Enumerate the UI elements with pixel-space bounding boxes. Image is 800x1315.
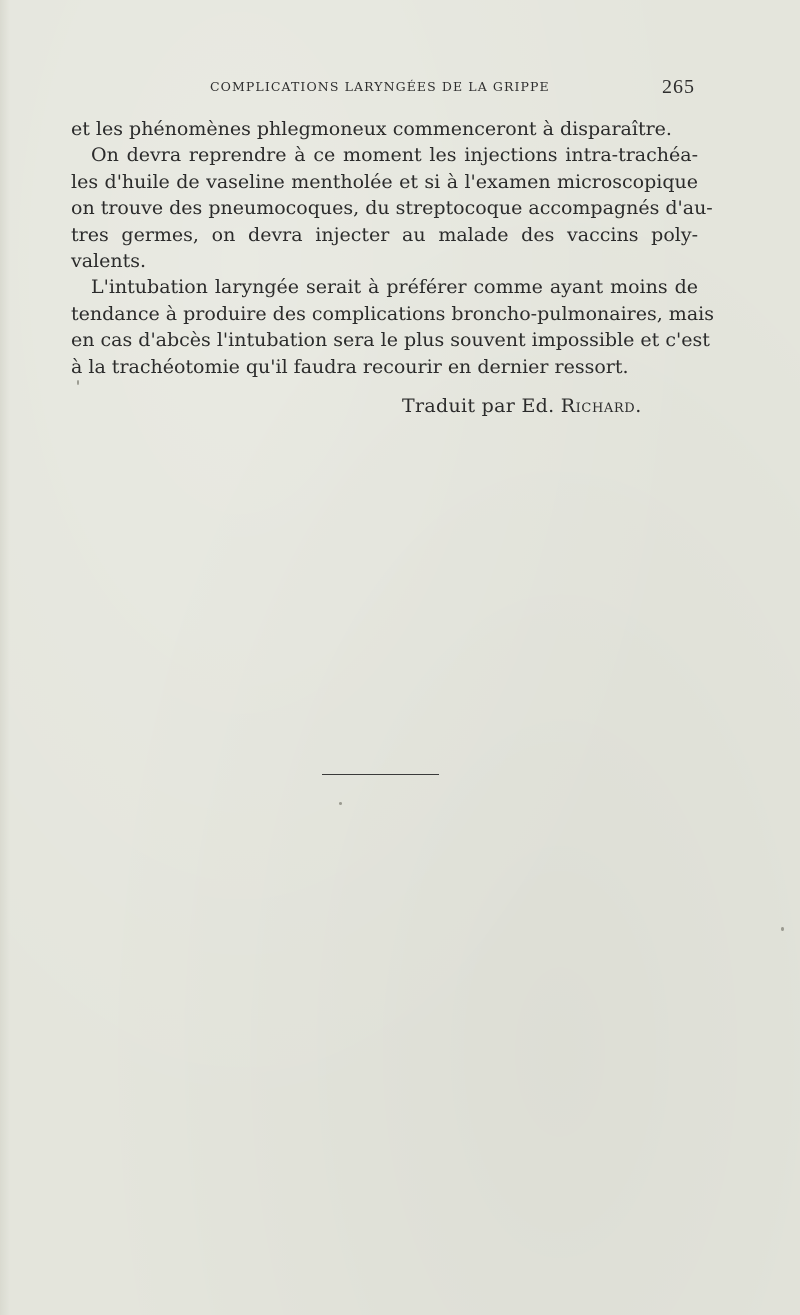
translator-credit bbox=[402, 395, 642, 417]
text-line: valents. bbox=[71, 249, 147, 272]
paper-speck bbox=[77, 380, 79, 385]
section-divider bbox=[322, 774, 439, 775]
paper-speck bbox=[781, 927, 784, 931]
text-line: L'intubation laryngée serait à préférer comme ayant moins de bbox=[91, 276, 698, 299]
text-line: et les phénomènes phlegmoneux commenceront à disparaître. bbox=[71, 118, 672, 140]
text-line: tres germes, on devra injecter au malade des vaccins poly- bbox=[71, 223, 698, 246]
text-line: tendance à produire des complications broncho-pulmonaires, mais bbox=[71, 302, 714, 325]
body-text bbox=[71, 116, 714, 380]
translator-name: Richard. bbox=[560, 395, 642, 417]
text-line: On devra reprendre à ce moment les injections intra-trachéa- bbox=[91, 144, 698, 167]
running-title: COMPLICATIONS LARYNGÉES DE LA GRIPPE bbox=[210, 79, 550, 94]
page-edge-shadow bbox=[0, 0, 10, 1315]
text-line: les d'huile de vaseline mentholée et si à l'examen microscopique bbox=[71, 170, 698, 193]
credit-prefix: Traduit par Ed. bbox=[402, 395, 555, 417]
text-line: à la trachéotomie qu'il faudra recourir en dernier ressort. bbox=[71, 355, 629, 378]
text-line: on trouve des pneumocoques, du streptocoque accompagnés d'au- bbox=[71, 197, 713, 220]
page-number: 265 bbox=[662, 76, 695, 98]
text-line: en cas d'abcès l'intubation sera le plus souvent impossible et c'est bbox=[71, 329, 710, 352]
paper-speck bbox=[339, 802, 342, 805]
